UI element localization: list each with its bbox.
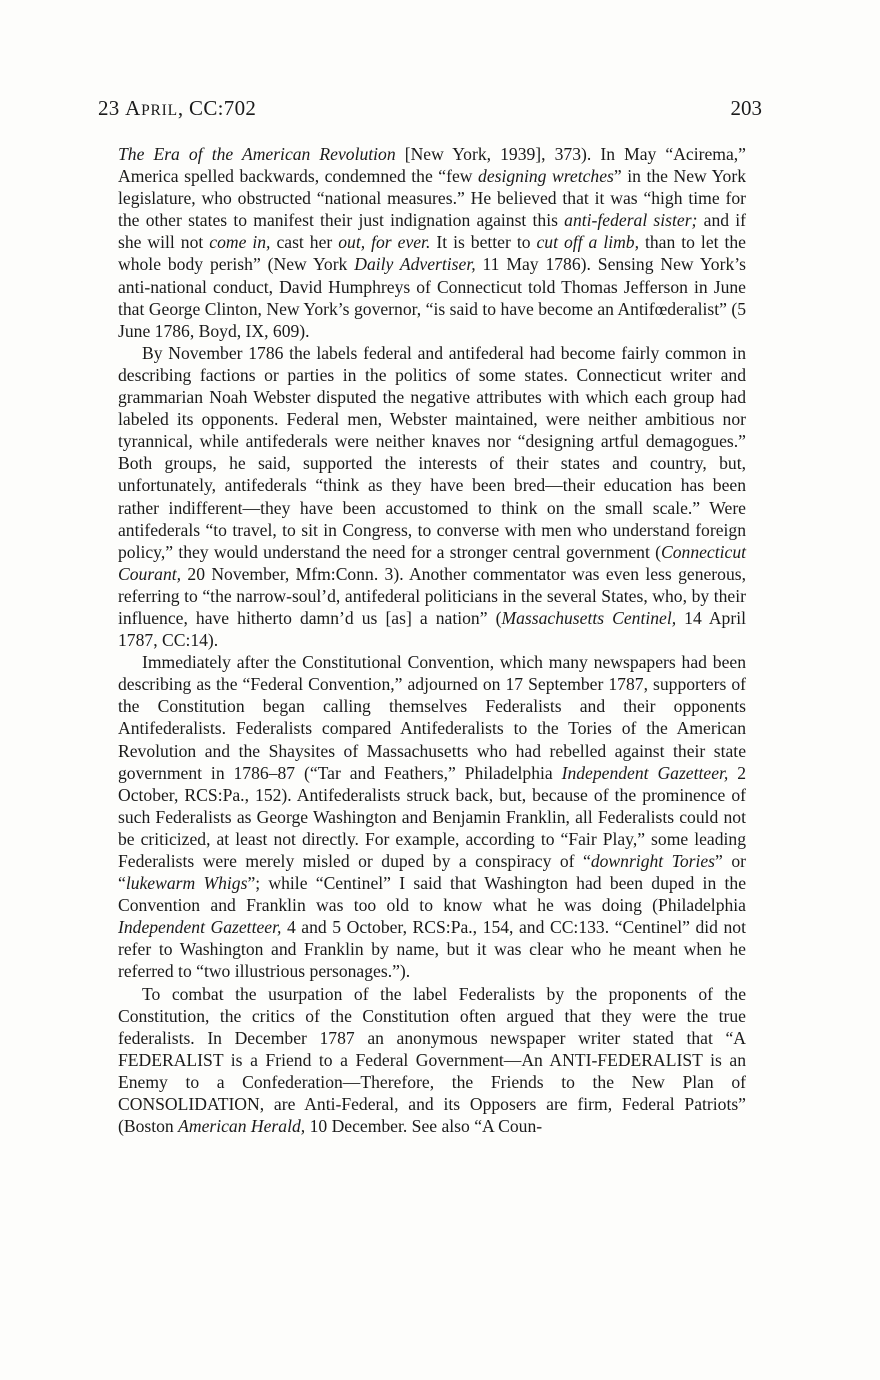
paragraph: To combat the usurpation of the label Federalists by the proponents of the Constitution, the critics of the Constitution often argued that they were the true federalists. In December 1787 an anonymous newspaper writer stated that “A FEDERALIST is a Friend to a Federal Government—An ANTI-FEDERALIST is an Enemy to a Confederation—Therefore, the Friends to the New Plan of CONSOLIDATION, are Anti-Federal, and its Opposers are firm, Federal Patriots” (Boston American Herald, 10 December. See also “A Coun- (118, 983, 746, 1137)
paragraph: The Era of the American Revolution [New York, 1939], 373). In May “Acirema,” America spelled backwards, condemned the “few designing wretches” in the New York legislature, who obstructed “national measures.” He believed that it was “high time for the other states to manifest their just indignation against this anti-federal sister; and if she will not come in, cast her out, for ever. It is better to cut off a limb, than to let the whole body perish” (New York Daily Advertiser, 11 May 1786). Sensing New York’s anti-national conduct, David Humphreys of Connecticut told Thomas Jefferson in June that George Clinton, New York’s governor, “is said to have become an Antifœderalist” (5 June 1786, Boyd, IX, 609). (118, 144, 746, 341)
italic-run: The Era of the American Revolution (118, 144, 396, 164)
running-head-month: APRIL (125, 96, 178, 120)
italic-run: Independent Gazetteer, (118, 917, 282, 938)
italic-run: Connecticut Courant, (118, 541, 746, 584)
paragraph: By November 1786 the labels federal and antifederal had become fairly common in describing factions or parties in the politics of some states. Connecticut writer and grammarian Noah Webster disputed the negative attributes with which each group had labeled its opponents. Federal men, Webster maintained, were neither ambitious nor tyrannical, while antifederals were neither knaves nor “designing artful demagogues.” Both groups, he said, supported the interests of their states and country, but, unfortunately, antifederals “think as they have been bred—their education has been rather indifferent—they have been accustomed to think on the small scale.” Were antifederals “to travel, to sit in Congress, to converse with men who understand foreign policy,” they would understand the need for a stronger central government (Connecticut Courant, 20 November, Mfm:Conn. 3). Another commentator was even less generous, referring to “the narrow-soul’d, antifederal politicians in the several States, who, by their influence, have hitherto damn’d us [as] a nation” (Massachusetts Centinel, 14 April 1787, CC:14). (118, 342, 746, 651)
italic-run: out, for ever. (338, 232, 431, 253)
italic-run: cut off a limb, (536, 232, 639, 253)
italic-run: American Herald, (178, 1116, 306, 1137)
body-text (118, 143, 746, 1137)
italic-run: anti-federal sister; (564, 210, 698, 231)
running-head-cc: , CC:702 (177, 96, 257, 120)
running-head-reference (98, 96, 256, 121)
italic-run: lukewarm Whigs (125, 873, 248, 894)
italic-run: downright Tories (590, 851, 716, 871)
italic-run: Independent Gazetteer, (561, 762, 729, 783)
italic-run: come in, (209, 232, 271, 253)
paragraph: Immediately after the Constitutional Convention, which many newspapers had been describing as the “Federal Convention,” adjourned on 17 September 1787, supporters of the Constitution began calling themselves Federalists and their opponents Antifederalists. Federalists compared Antifederalists to the Tories of the American Revolution and the Shaysites of Massachusetts who had rebelled against their state government in 1786–87 (“Tar and Feathers,” Philadelphia Independent Gazetteer, 2 October, RCS:Pa., 152). Antifederalists struck back, but, because of the prominence of such Federalists as George Washington and Benjamin Franklin, all Federalists could not be criticized, at least not directly. For example, according to “Fair Play,” some leading Federalists were merely misled or duped by a conspiracy of “downright Tories” or “lukewarm Whigs”; while “Centinel” I said that Washington had been duped in the Convention and Franklin was too old to know what he was doing (Philadelphia Independent Gazetteer, 4 and 5 October, RCS:Pa., 154, and CC:133. “Centinel” did not refer to Washington and Franklin by name, but it was clear who he meant when he referred to “two illustrious personages.”). (118, 652, 746, 982)
italic-run: designing wretches (478, 166, 614, 187)
italic-run: Daily Advertiser, (354, 254, 476, 275)
running-head (98, 96, 762, 126)
running-head-day: 23 (98, 96, 126, 120)
page-number: 203 (730, 96, 762, 120)
italic-run: Massachusetts Centinel, (501, 607, 677, 628)
